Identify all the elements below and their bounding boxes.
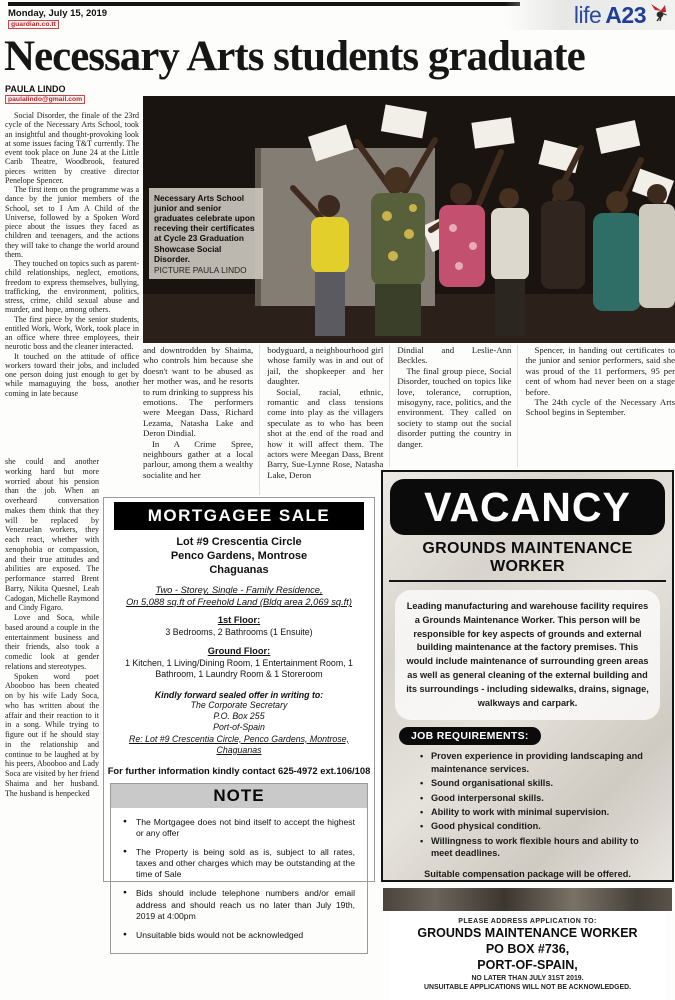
photo-caption — [149, 188, 263, 279]
article-column-3 — [259, 345, 383, 495]
apply-disclaimer: UNSUITABLE APPLICATIONS WILL NOT BE ACKNOWLEDGED. — [424, 983, 631, 991]
requirement-bullet: • Ability to work with minimal supervision. — [419, 806, 660, 818]
article-column-2 — [143, 345, 253, 495]
vacancy-photo-strip — [383, 888, 672, 911]
section-banner — [505, 0, 675, 30]
offer-heading: Kindly forward sealed offer in writing to: — [154, 689, 324, 700]
article-paragraph: It touched on the attitude of office workers toward their jobs, and included one person doing just enough to get by while mamaguying the boss, another coming in late because — [5, 351, 139, 398]
article-paragraph: In A Crime Spree, neighbours gather at a local parlour, among them a wealthy socialite and her — [143, 438, 254, 480]
offer-line: Port-of-Spain — [213, 721, 265, 732]
article-paragraph: They touched on topics such as parent-child relationships, neglect, emotions, freedom to express themselves, bullying, trafficking, the environment, politics, stress, crime, child sexual abuse and murder, and hope, among others. — [5, 259, 139, 315]
job-requirements-heading: JOB REQUIREMENTS: — [399, 727, 541, 745]
ground-floor-heading: Ground Floor: — [207, 645, 271, 656]
vacancy-position-title: GROUNDS MAINTENANCE WORKER — [422, 540, 633, 575]
article-paragraph: The 24th cycle of the Necessary Arts School begins in September. — [525, 397, 675, 418]
first-floor-heading: 1st Floor: — [217, 615, 261, 626]
property-line: Two - Storey, Single - Family Residence, — [155, 585, 323, 596]
note-bullet: ● The Property is being sold as is, subject to all rates, taxes and other charges which may be outstanding at the time of Sale — [121, 847, 355, 881]
note-bullet: ● The Mortgagee does not bind itself to accept the highest or any offer — [121, 817, 355, 839]
mortgagee-ad-property — [110, 584, 368, 608]
requirement-bullet: • Good interpersonal skills. — [419, 792, 660, 804]
photo-credit: PICTURE PAULA LINDO — [154, 264, 247, 275]
masthead-rule — [8, 2, 520, 6]
property-line: On 5,088 sq.ft of Freehold Land (Bldg area 2,069 sq.ft) — [126, 597, 352, 608]
apply-line: GROUNDS MAINTENANCE WORKER — [417, 925, 638, 940]
note-title: NOTE — [111, 784, 367, 808]
vacancy-ad — [381, 470, 674, 991]
article-column-1-bottom — [5, 457, 99, 881]
address-line: Lot #9 Crescentia Circle — [176, 536, 302, 548]
requirement-bullet: • Proven experience in providing landscaping and maintenance services. — [419, 750, 660, 775]
article-paragraph: Social Disorder, the finale of the 23rd cycle of the Necessary Arts School, took an insightful and thought-provoking look at some issues facing T&T currently. The event took place on June 24 at the Little Carib Theatre, Woodbrook, featured pieces written by creative director Penelope Spencer. — [5, 111, 139, 185]
article-paragraph: The first piece by the senior students, entitled Work, Work, Work, took place in an office where three employees, their neurotic boss and the cleaner interacted. — [5, 314, 139, 352]
section-label: life — [573, 1, 602, 28]
requirement-bullet: • Good physical condition. — [419, 820, 660, 832]
mortgagee-sale-ad — [103, 497, 375, 940]
article-paragraph: Love and Soca, while based around a couple in the entertainment business and their friends, also took a comedic look at gender relations and stereotypes. — [5, 613, 99, 671]
note-bullet: ● Bids should include telephone numbers and/or email address and should reach us no later than July 19th, 2019 at 4:00pm — [121, 888, 355, 922]
requirement-bullet: • Sound organisational skills. — [419, 777, 660, 789]
article-paragraph: The final group piece, Social Disorder, touched on topics like love, tolerance, corruption, misogyny, race, politics, and the environment. They called on society to stamp out the social disorder putting the country in danger. — [397, 365, 512, 449]
hummingbird-logo-icon — [649, 3, 669, 27]
photo-caption-text: Necessary Arts School junior and senior graduates celebrate upon receving their certificates at Cycle 23 Graduation Showcase Social Disorder. — [154, 193, 255, 264]
apply-line: PORT-OF-SPAIN, — [477, 958, 578, 973]
apply-label: PLEASE ADDRESS APPLICATION TO: — [458, 917, 597, 925]
offer-address — [104, 700, 374, 733]
page-number: A23 — [605, 1, 646, 28]
article-paragraph: Social, racial, ethnic, romantic and class tensions come into play as the villagers speculate as to who has been shot at the end of the road and how it will affect them. The actors were Meegan Dass, Brent Barry, Sue-Lynne Rose, Natasha Lake, Deron — [267, 386, 384, 480]
article-paragraph: The first item on the programme was a dance by the junior members of the School, set to I Am A Child of the Universe, followed by a Spoken Word piece about the issues they faced as children and teenagers, and the actions they will take to change the world around them. — [5, 185, 139, 259]
article-column-4 — [389, 345, 511, 467]
article-paragraph: Spencer, in handing out certificates to the junior and senior performers, said she was proud of the 11 performers, 95 per cent of whom had never been on a stage before. — [525, 345, 675, 397]
ground-floor-text: 1 Kitchen, 1 Living/Dining Room, 1 Entertainment Room, 1 Bathroom, 1 Laundry Room & 1 Storeroom — [125, 657, 353, 680]
note-box — [110, 783, 368, 955]
article-paragraph: and downtrodden by Shaima, who controls him because she doesn't want to be abused as her mother was, and he resorts to rum drinking to suppress his emotions. The performers were Meegan Dass, Richard Lezama, Natasha Lake and Deron Dindial. — [143, 345, 254, 439]
masthead — [0, 0, 675, 31]
article-paragraph: she could and another working hard but more worried about his pension than the job. When an overheard conversation makes them think that they will be replaced by Venezuelan workers, they each react, whether with xenophobia or compassion, and their true attitudes and abilities are exposed. The performance starred Brent Barry, Nikita Quesnel, Leah Cadogan, Michelle Raymond and Cindy Figaro. — [5, 457, 99, 613]
offer-line: P.O. Box 255 — [213, 710, 265, 721]
apply-line: PO BOX #736, — [485, 942, 570, 956]
vacancy-application-box — [389, 911, 666, 1000]
byline-email: paulalindo@gmail.com — [5, 95, 85, 104]
article-paragraph: Dindial and Leslie-Ann Beckles. — [397, 345, 512, 366]
requirement-bullet: • Willingness to work flexible hours and ability to meet deadlines. — [419, 835, 660, 860]
apply-address — [393, 925, 662, 974]
address-line: Chaguanas — [209, 563, 269, 576]
offer-line: The Corporate Secretary — [190, 699, 288, 710]
mortgagee-contact: For further information kindly contact 625-4972 ext.106/108 — [107, 764, 371, 776]
masthead-date: Monday, July 15, 2019 — [8, 8, 108, 19]
article-column-1-top — [5, 111, 139, 456]
article-headline: Necessary Arts students graduate — [4, 33, 585, 80]
article-paragraph: bodyguard, a neighbourhood girl whose family was in and out of jail, the shopkeeper and her daughter. — [267, 345, 384, 387]
article-paragraph: Spoken word poet Abooboo has been cheated on by his wife Lady Soca, who has written about the affair and their reaction to it in a song. While trying to figure out if he should stay in the relationship and continue to be laughed at by his peers, Abooboo and Lady Soca are visited by her friend Shaima and her husband. The husband is henpecked — [5, 671, 99, 798]
article-photo — [143, 96, 675, 343]
masthead-site-url: guardian.co.tt — [8, 20, 59, 29]
job-requirements-list — [419, 750, 660, 859]
mortgagee-ad-title: MORTGAGEE SALE — [114, 502, 364, 530]
vacancy-divider — [389, 580, 666, 582]
first-floor-text: 3 Bedrooms, 2 Bathrooms (1 Ensuite) — [165, 627, 313, 638]
article-column-5 — [517, 345, 675, 467]
compensation-note: Suitable compensation package will be offered. — [424, 868, 631, 879]
vacancy-ad-title: VACANCY — [390, 479, 665, 535]
address-line: Penco Gardens, Montrose — [170, 549, 308, 562]
article-byline: PAULA LINDO — [5, 84, 66, 94]
note-bullet: ● Unsuitable bids would not be acknowledged — [121, 930, 355, 941]
apply-deadline: NO LATER THAN JULY 31ST 2019. — [471, 974, 584, 982]
offer-re-line: Re: Lot #9 Crescentia Circle, Penco Gardens, Montrose, Chaguanas — [128, 733, 350, 755]
mortgagee-ad-address — [104, 536, 374, 577]
vacancy-intro: Leading manufacturing and warehouse facility requires a Grounds Maintenance Worker. This person will be responsible for key aspects of grounds and external building maintenance at the factory premises. This would include maintenance of surrounding green areas as well as general cleaning of the external building and its surroundings - including sidewalks, drains, signage, walkways and carpark. — [395, 590, 660, 720]
note-bullet-list — [111, 808, 367, 954]
